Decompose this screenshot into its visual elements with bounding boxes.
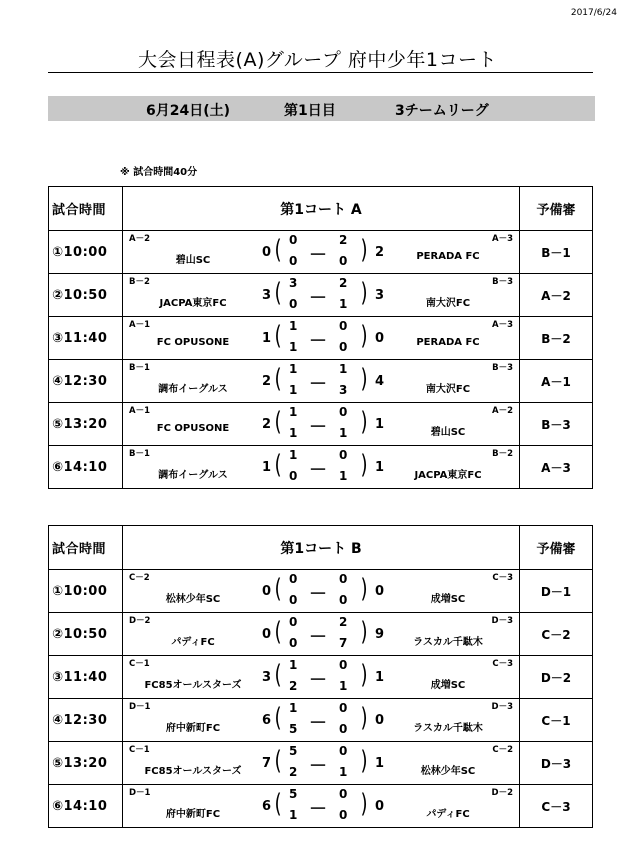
match-time: ⑥14:10 — [49, 446, 123, 489]
away-first-half: 1 — [339, 362, 348, 376]
right-paren: ) — [360, 789, 368, 819]
match-time: ①10:00 — [49, 570, 123, 613]
away-team: パディFC — [426, 809, 470, 820]
schedule-table-a — [48, 186, 593, 489]
left-paren: ( — [274, 364, 282, 394]
away-second-half: 0 — [339, 340, 348, 354]
away-score: 1 — [375, 756, 385, 771]
home-second-half: 2 — [289, 765, 298, 779]
home-second-half: 0 — [289, 254, 298, 268]
home-first-half: 0 — [289, 233, 298, 247]
home-first-half: 0 — [289, 615, 298, 629]
match-cell — [123, 274, 520, 317]
match-cell — [123, 656, 520, 699]
home-first-half: 1 — [289, 362, 298, 376]
match-time: ③11:40 — [49, 656, 123, 699]
home-team: 府中新町FC — [165, 809, 221, 820]
match-cell — [123, 403, 520, 446]
header-referee: 予備審 — [520, 187, 593, 231]
home-first-half: 0 — [289, 572, 298, 586]
home-team: 府中新町FC — [165, 723, 221, 734]
table-row — [49, 360, 593, 403]
home-code: B－1 — [129, 449, 150, 459]
away-team: 成増SC — [430, 680, 466, 691]
home-second-half: 0 — [289, 469, 298, 483]
home-team: FC OPUSONE — [156, 337, 230, 348]
document-title: 大会日程表(A)グループ 府中少年1コート — [138, 49, 497, 71]
home-code: A－1 — [129, 320, 150, 330]
home-score: 1 — [262, 331, 272, 346]
match-referee: B－3 — [520, 403, 593, 446]
table-row — [49, 274, 593, 317]
away-score: 1 — [375, 417, 385, 432]
table-row — [49, 785, 593, 828]
home-score: 3 — [262, 288, 272, 303]
home-first-half: 1 — [289, 701, 298, 715]
home-second-half: 1 — [289, 340, 298, 354]
right-paren: ) — [360, 746, 368, 776]
home-score: 0 — [262, 584, 272, 599]
match-referee: C－1 — [520, 699, 593, 742]
score-dash: － — [309, 374, 327, 395]
table-row — [49, 613, 593, 656]
away-first-half: 2 — [339, 615, 348, 629]
document-date: 2017/6/24 — [570, 8, 617, 18]
table-row — [49, 656, 593, 699]
away-score: 1 — [375, 670, 385, 685]
away-team: PERADA FC — [416, 251, 480, 262]
away-code: B－2 — [492, 449, 513, 459]
away-first-half: 0 — [339, 572, 348, 586]
home-code: D－2 — [129, 616, 151, 626]
home-first-half: 5 — [289, 787, 298, 801]
away-code: C－3 — [492, 659, 513, 669]
away-second-half: 3 — [339, 383, 348, 397]
left-paren: ( — [274, 278, 282, 308]
right-paren: ) — [360, 617, 368, 647]
left-paren: ( — [274, 703, 282, 733]
right-paren: ) — [360, 574, 368, 604]
away-score: 0 — [375, 799, 385, 814]
home-score: 0 — [262, 245, 272, 260]
home-first-half: 1 — [289, 319, 298, 333]
match-time: ③11:40 — [49, 317, 123, 360]
home-score: 6 — [262, 713, 272, 728]
away-code: A－3 — [492, 320, 513, 330]
away-first-half: 0 — [339, 658, 348, 672]
table-header-row — [49, 526, 593, 570]
home-team: FC85オールスターズ — [144, 766, 242, 777]
away-score: 3 — [375, 288, 385, 303]
away-team: 松林少年SC — [420, 766, 476, 777]
right-paren: ) — [360, 364, 368, 394]
match-cell — [123, 570, 520, 613]
home-team: 碧山SC — [175, 255, 211, 266]
match-cell — [123, 613, 520, 656]
right-paren: ) — [360, 450, 368, 480]
away-first-half: 2 — [339, 276, 348, 290]
home-first-half: 1 — [289, 658, 298, 672]
match-referee: D－1 — [520, 570, 593, 613]
away-team: 南大沢FC — [425, 298, 471, 309]
table-header-row — [49, 187, 593, 231]
away-code: B－3 — [492, 277, 513, 287]
score-dash: － — [309, 584, 327, 605]
away-code: C－2 — [492, 745, 513, 755]
home-score: 2 — [262, 374, 272, 389]
away-score: 0 — [375, 331, 385, 346]
score-dash: － — [309, 799, 327, 820]
match-referee: A－2 — [520, 274, 593, 317]
score-dash: － — [309, 331, 327, 352]
home-code: A－1 — [129, 406, 150, 416]
match-time: ②10:50 — [49, 274, 123, 317]
home-first-half: 3 — [289, 276, 298, 290]
match-referee: A－3 — [520, 446, 593, 489]
home-score: 6 — [262, 799, 272, 814]
home-first-half: 5 — [289, 744, 298, 758]
score-dash: － — [309, 245, 327, 266]
away-code: A－2 — [492, 406, 513, 416]
away-second-half: 1 — [339, 679, 348, 693]
score-dash: － — [309, 670, 327, 691]
match-time: ④12:30 — [49, 360, 123, 403]
match-cell — [123, 231, 520, 274]
away-second-half: 7 — [339, 636, 348, 650]
away-code: C－3 — [492, 573, 513, 583]
away-second-half: 1 — [339, 297, 348, 311]
away-team: 南大沢FC — [425, 384, 471, 395]
away-team: ラスカル千駄木 — [413, 637, 483, 648]
score-dash: － — [309, 713, 327, 734]
home-second-half: 1 — [289, 808, 298, 822]
away-team: PERADA FC — [416, 337, 480, 348]
away-code: A－3 — [492, 234, 513, 244]
right-paren: ) — [360, 407, 368, 437]
left-paren: ( — [274, 407, 282, 437]
match-cell — [123, 699, 520, 742]
away-score: 2 — [375, 245, 385, 260]
away-code: B－3 — [492, 363, 513, 373]
away-first-half: 0 — [339, 787, 348, 801]
right-paren: ) — [360, 278, 368, 308]
away-team: 成増SC — [430, 594, 466, 605]
title-underline — [48, 72, 593, 73]
right-paren: ) — [360, 235, 368, 265]
score-dash: － — [309, 288, 327, 309]
home-score: 1 — [262, 460, 272, 475]
away-team: ラスカル千駄木 — [413, 723, 483, 734]
home-code: C－1 — [129, 659, 150, 669]
home-second-half: 1 — [289, 383, 298, 397]
home-team: 松林少年SC — [165, 594, 221, 605]
left-paren: ( — [274, 789, 282, 819]
home-second-half: 0 — [289, 297, 298, 311]
away-score: 9 — [375, 627, 385, 642]
score-dash: － — [309, 417, 327, 438]
away-first-half: 0 — [339, 405, 348, 419]
home-score: 7 — [262, 756, 272, 771]
match-time: ⑥14:10 — [49, 785, 123, 828]
home-second-half: 0 — [289, 636, 298, 650]
home-team: FC OPUSONE — [156, 423, 230, 434]
banner-format: 3チームリーグ — [395, 103, 489, 119]
away-team: 碧山SC — [430, 427, 466, 438]
left-paren: ( — [274, 746, 282, 776]
away-second-half: 0 — [339, 593, 348, 607]
table-row — [49, 446, 593, 489]
away-score: 0 — [375, 713, 385, 728]
match-referee: C－3 — [520, 785, 593, 828]
away-second-half: 0 — [339, 254, 348, 268]
match-referee: B－1 — [520, 231, 593, 274]
home-team: FC85オールスターズ — [144, 680, 242, 691]
home-second-half: 5 — [289, 722, 298, 736]
score-dash: － — [309, 627, 327, 648]
away-second-half: 1 — [339, 765, 348, 779]
match-cell — [123, 785, 520, 828]
away-team: JACPA東京FC — [414, 470, 482, 481]
day-banner — [48, 96, 595, 121]
away-score: 4 — [375, 374, 385, 389]
right-paren: ) — [360, 660, 368, 690]
score-dash: － — [309, 460, 327, 481]
home-team: 調布イーグルス — [158, 470, 228, 481]
away-score: 0 — [375, 584, 385, 599]
banner-round: 第1日目 — [284, 103, 336, 119]
home-first-half: 1 — [289, 405, 298, 419]
home-code: C－1 — [129, 745, 150, 755]
home-code: A－2 — [129, 234, 150, 244]
header-court: 第1コート A — [123, 187, 520, 231]
home-code: B－1 — [129, 363, 150, 373]
away-second-half: 0 — [339, 808, 348, 822]
right-paren: ) — [360, 703, 368, 733]
home-team: JACPA東京FC — [159, 298, 227, 309]
table-row — [49, 317, 593, 360]
home-code: B－2 — [129, 277, 150, 287]
away-score: 1 — [375, 460, 385, 475]
home-first-half: 1 — [289, 448, 298, 462]
home-second-half: 2 — [289, 679, 298, 693]
left-paren: ( — [274, 235, 282, 265]
left-paren: ( — [274, 617, 282, 647]
header-court: 第1コート B — [123, 526, 520, 570]
away-code: D－2 — [491, 788, 513, 798]
match-referee: B－2 — [520, 317, 593, 360]
away-first-half: 2 — [339, 233, 348, 247]
header-referee: 予備審 — [520, 526, 593, 570]
match-time: ⑤13:20 — [49, 403, 123, 446]
schedule-table-b — [48, 525, 593, 828]
away-second-half: 0 — [339, 722, 348, 736]
match-referee: A－1 — [520, 360, 593, 403]
away-code: D－3 — [491, 616, 513, 626]
away-first-half: 0 — [339, 319, 348, 333]
home-score: 0 — [262, 627, 272, 642]
home-score: 3 — [262, 670, 272, 685]
banner-day: 6月24日(土) — [146, 103, 231, 119]
match-cell — [123, 317, 520, 360]
match-cell — [123, 742, 520, 785]
home-score: 2 — [262, 417, 272, 432]
home-team: 調布イーグルス — [158, 384, 228, 395]
home-team: パディFC — [171, 637, 215, 648]
left-paren: ( — [274, 321, 282, 351]
home-code: C－2 — [129, 573, 150, 583]
left-paren: ( — [274, 660, 282, 690]
match-time: ④12:30 — [49, 699, 123, 742]
table-row — [49, 742, 593, 785]
left-paren: ( — [274, 450, 282, 480]
table-row — [49, 570, 593, 613]
home-code: D－1 — [129, 702, 151, 712]
match-referee: C－2 — [520, 613, 593, 656]
table-row — [49, 403, 593, 446]
match-time: ⑤13:20 — [49, 742, 123, 785]
right-paren: ) — [360, 321, 368, 351]
header-time: 試合時間 — [49, 526, 123, 570]
match-time: ①10:00 — [49, 231, 123, 274]
match-cell — [123, 446, 520, 489]
home-second-half: 0 — [289, 593, 298, 607]
home-code: D－1 — [129, 788, 151, 798]
away-first-half: 0 — [339, 448, 348, 462]
away-second-half: 1 — [339, 469, 348, 483]
table-row — [49, 699, 593, 742]
match-duration-note: ※ 試合時間40分 — [120, 167, 198, 178]
away-first-half: 0 — [339, 701, 348, 715]
away-code: D－3 — [491, 702, 513, 712]
table-row — [49, 231, 593, 274]
match-referee: D－3 — [520, 742, 593, 785]
match-time: ②10:50 — [49, 613, 123, 656]
match-cell — [123, 360, 520, 403]
score-dash: － — [309, 756, 327, 777]
away-second-half: 1 — [339, 426, 348, 440]
header-time: 試合時間 — [49, 187, 123, 231]
away-first-half: 0 — [339, 744, 348, 758]
match-referee: D－2 — [520, 656, 593, 699]
home-second-half: 1 — [289, 426, 298, 440]
left-paren: ( — [274, 574, 282, 604]
